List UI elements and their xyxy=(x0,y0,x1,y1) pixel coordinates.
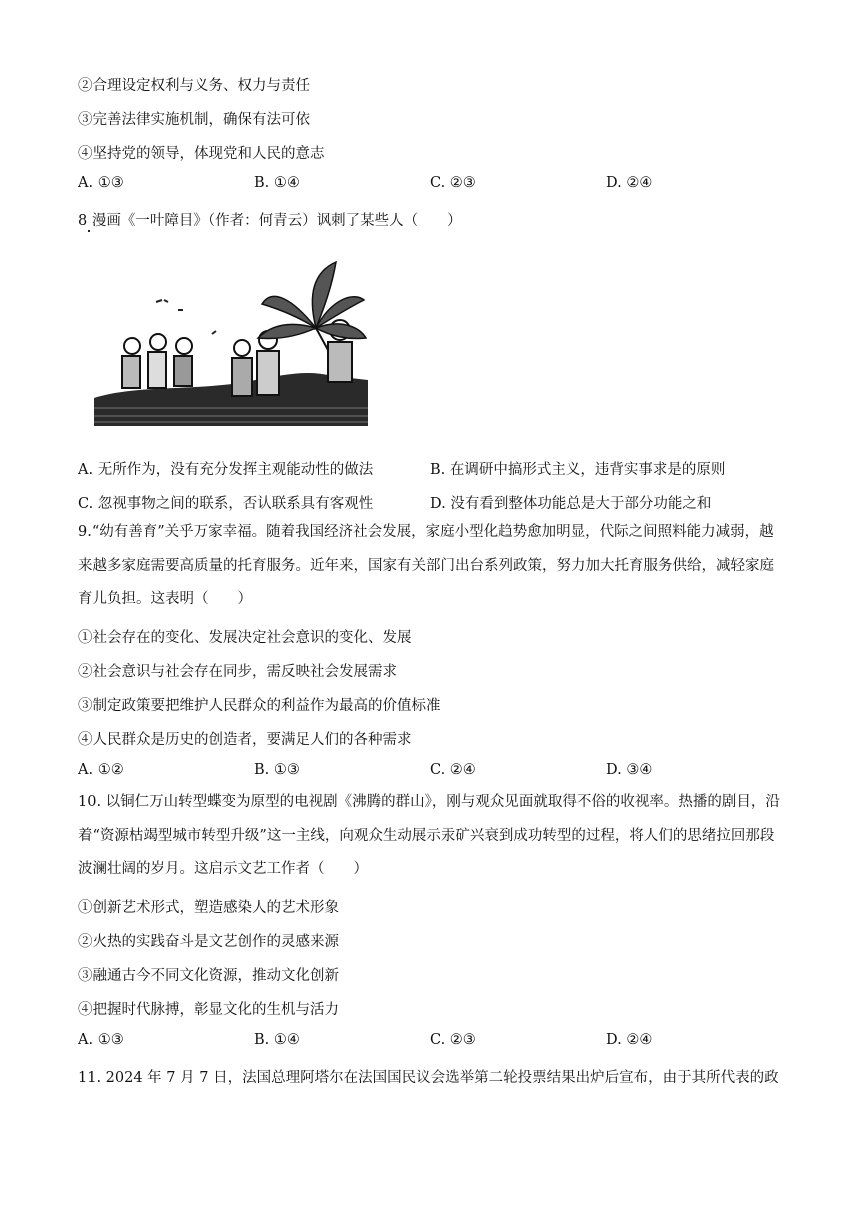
q8-option-b[interactable]: B. 在调研中搞形式主义，违背实事求是的原则 xyxy=(430,462,726,478)
q8-option-d[interactable]: D. 没有看到整体功能总是大于部分功能之和 xyxy=(430,496,712,512)
q10-option-d[interactable]: D. ②④ xyxy=(606,1032,653,1048)
q9-options xyxy=(78,762,784,786)
q9-item-3: ③制定政策要把维护人民群众的利益作为最高的价值标准 xyxy=(78,698,441,714)
stray-dot xyxy=(88,230,90,232)
q7-options xyxy=(78,175,784,199)
q7-option-b[interactable]: B. ①④ xyxy=(254,175,300,191)
q11-stem: 11. 2024 年 7 月 7 日，法国总理阿塔尔在法国国民议会选举第二轮投票结果出炉后宣布，由于其所代表的政 xyxy=(78,1070,779,1086)
q10-item-3: ③融通古今不同文化资源，推动文化创新 xyxy=(78,968,339,984)
q8-option-c[interactable]: C. 忽视事物之间的联系，否认联系具有客观性 xyxy=(78,496,374,512)
q8-stem: 8 漫画《一叶障目》（作者：何青云）讽刺了某些人（ ） xyxy=(78,213,462,229)
q8-options-row1 xyxy=(78,458,784,482)
q8-options-row2 xyxy=(78,492,784,516)
q10-option-a[interactable]: A. ①③ xyxy=(78,1032,124,1048)
q7-option-a[interactable]: A. ①③ xyxy=(78,175,124,191)
q10-option-c[interactable]: C. ②③ xyxy=(430,1032,476,1048)
q8-option-a[interactable]: A. 无所作为，没有充分发挥主观能动性的做法 xyxy=(78,462,374,478)
q9-item-4: ④人民群众是历史的创造者，要满足人们的各种需求 xyxy=(78,732,412,748)
q9-option-d[interactable]: D. ③④ xyxy=(606,762,653,778)
q10-option-b[interactable]: B. ①④ xyxy=(254,1032,300,1048)
q9-option-c[interactable]: C. ②④ xyxy=(430,762,476,778)
q10-stem: 10. 以铜仁万山转型蝶变为原型的电视剧《沸腾的群山》，刚与观众见面就取得不俗的收视率。热播的剧目，沿着“资源枯竭型城市转型升级”这一主线，向观众生动展示汞矿兴衰到成功转型的过程，将人们的思绪拉回那段波澜壮阔的岁月。这启示文艺工作者（ ） xyxy=(78,794,780,877)
q9-option-b[interactable]: B. ①③ xyxy=(254,762,300,778)
q10-item-4: ④把握时代脉搏，彰显文化的生机与活力 xyxy=(78,1002,339,1018)
q7-item-3: ③完善法律实施机制，确保有法可依 xyxy=(78,112,310,128)
cartoon-image xyxy=(92,258,372,430)
q7-item-2: ②合理设定权利与义务、权力与责任 xyxy=(78,78,310,94)
q10-options xyxy=(78,1032,784,1056)
q7-option-c[interactable]: C. ②③ xyxy=(430,175,476,191)
q9-item-1: ①社会存在的变化、发展决定社会意识的变化、发展 xyxy=(78,630,412,646)
q10-item-1: ①创新艺术形式，塑造感染人的艺术形象 xyxy=(78,900,339,916)
q10-item-2: ②火热的实践奋斗是文艺创作的灵感来源 xyxy=(78,934,339,950)
q9-stem: 9.“幼有善育”关乎万家幸福。随着我国经济社会发展，家庭小型化趋势愈加明显，代际之间照料能力减弱，越来越多家庭需要高质量的托育服务。近年来，国家有关部门出台系列政策，努力加大托育服务供给，减轻家庭育儿负担。这表明（ ） xyxy=(78,524,774,607)
q9-item-2: ②社会意识与社会存在同步，需反映社会发展需求 xyxy=(78,664,397,680)
q7-option-d[interactable]: D. ②④ xyxy=(606,175,653,191)
q7-item-4: ④坚持党的领导，体现党和人民的意志 xyxy=(78,146,325,162)
q9-option-a[interactable]: A. ①② xyxy=(78,762,124,778)
